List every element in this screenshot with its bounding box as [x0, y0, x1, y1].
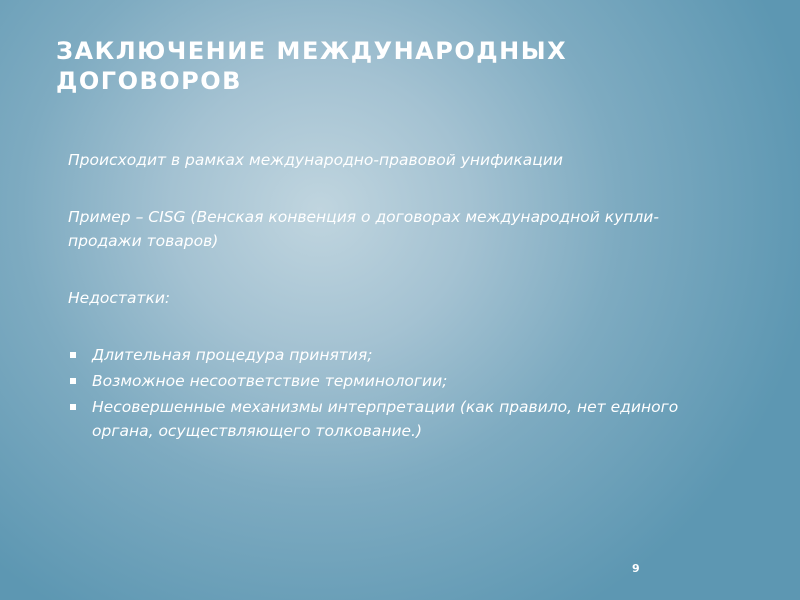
list-item [68, 395, 728, 443]
square-bullet-icon [70, 378, 76, 384]
list-item [68, 369, 728, 393]
paragraph-example-cisg: Пример – CISG (Венская конвенция о договорах международной купли-продажи товаров) [68, 208, 659, 250]
square-bullet-icon [70, 352, 76, 358]
list-item-text: Возможное несоответствие терминологии; [92, 372, 448, 390]
paragraph-drawbacks-heading: Недостатки: [68, 289, 171, 307]
drawbacks-list [68, 343, 728, 445]
list-item-text: Длительная процедура принятия; [92, 346, 373, 364]
slide-title: ЗАКЛЮЧЕНИЕ МЕЖДУНАРОДНЫХ ДОГОВОРОВ [56, 37, 568, 95]
page-number: 9 [632, 562, 640, 575]
square-bullet-icon [70, 404, 76, 410]
list-item-text: Несовершенные механизмы интерпретации (как правило, нет единого органа, осуществляющего толкование.) [92, 398, 679, 440]
paragraph-unification: Происходит в рамках международно-правовой унификации [68, 151, 563, 169]
list-item [68, 343, 728, 367]
